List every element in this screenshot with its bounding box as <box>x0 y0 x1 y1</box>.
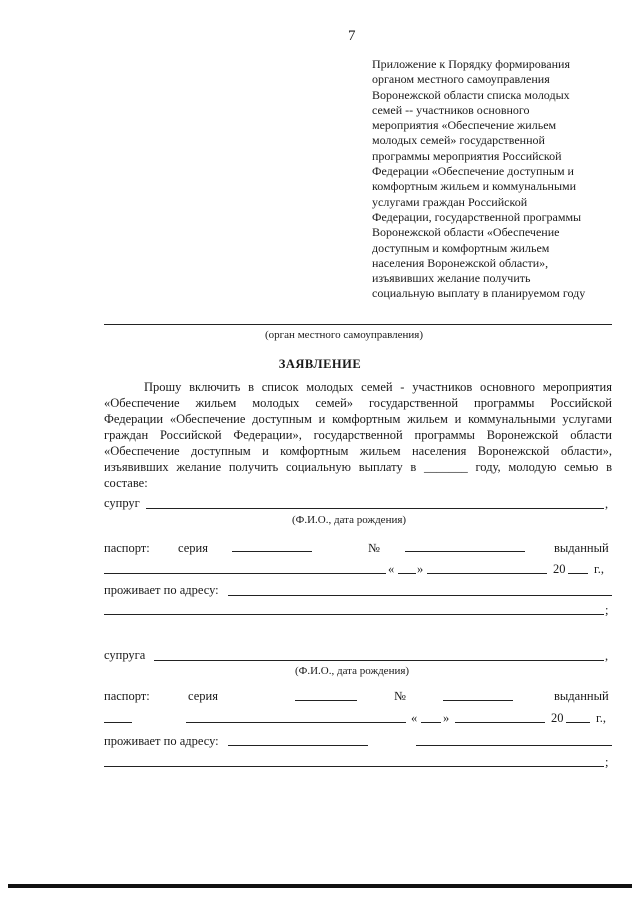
organ-line[interactable] <box>104 324 612 325</box>
intro-word: Воронежской <box>477 444 550 458</box>
husband-comma: , <box>605 497 609 511</box>
organ-caption: (орган местного самоуправления) <box>265 329 424 341</box>
intro-word: Федерации», <box>233 428 302 442</box>
husband-passport-label: паспорт: <box>104 541 150 555</box>
intro-word: Федерации <box>104 412 164 426</box>
wife-passport-label: паспорт: <box>104 689 150 703</box>
intro-word: составе: <box>104 476 148 490</box>
intro-word: желание <box>176 460 222 474</box>
intro-word: населения <box>411 444 467 458</box>
intro-word: государственной <box>368 396 459 410</box>
husband-issuer-field[interactable] <box>104 573 386 574</box>
intro-line <box>104 411 612 427</box>
intro-word: Прошу <box>144 380 182 394</box>
intro-word: молодых <box>306 380 354 394</box>
intro-word: и <box>454 412 462 426</box>
wife-year-suffix: г., <box>596 711 606 725</box>
husband-name-field[interactable] <box>146 508 604 509</box>
intro-word: «Обеспечение <box>104 444 180 458</box>
wife-quote-close: » <box>443 711 450 725</box>
wife-address-label: проживает по адресу: <box>104 734 219 748</box>
intro-word: жильем <box>407 412 448 426</box>
wife-issuer-field[interactable] <box>186 722 406 723</box>
intro-word: семей» <box>315 396 354 410</box>
appendix-line: органом местного самоуправления <box>372 72 550 87</box>
intro-word: государственной <box>313 428 403 442</box>
husband-series-field[interactable] <box>232 551 312 552</box>
appendix-line: Воронежской области списка молодых <box>372 87 570 102</box>
wife-issuer-field-short[interactable] <box>104 722 132 723</box>
husband-year-prefix: 20 <box>553 562 566 576</box>
intro-word: доступным <box>252 412 312 426</box>
wife-month-field[interactable] <box>455 722 545 723</box>
intro-word: основного <box>480 380 535 394</box>
intro-word: году, <box>475 460 501 474</box>
intro-word: области <box>570 428 612 442</box>
intro-word: граждан <box>104 428 149 442</box>
wife-quote-open: « <box>411 711 418 725</box>
intro-word: программы <box>414 428 475 442</box>
husband-address-field-1[interactable] <box>228 595 612 596</box>
intro-word: - <box>400 380 405 394</box>
wife-number-field[interactable] <box>443 700 513 701</box>
intro-line <box>104 459 612 475</box>
husband-quote-close: » <box>417 562 424 576</box>
husband-number-label: № <box>368 541 380 555</box>
intro-word: жильем <box>359 444 401 458</box>
intro-word: комфортным <box>280 444 349 458</box>
intro-word: жильем <box>195 396 237 410</box>
intro-line <box>104 443 612 459</box>
intro-word: коммунальными <box>468 412 556 426</box>
intro-line <box>104 427 612 443</box>
intro-paragraph <box>104 379 612 491</box>
intro-word: комфортным <box>332 412 401 426</box>
appendix-line: изъявивших желание получить <box>372 271 531 286</box>
husband-month-field[interactable] <box>427 573 547 574</box>
husband-number-field[interactable] <box>405 551 525 552</box>
husband-series-label: серия <box>178 541 208 555</box>
intro-line <box>104 395 612 411</box>
wife-address-field-1b[interactable] <box>416 745 612 746</box>
intro-word: Российской <box>550 396 612 410</box>
intro-word: программы <box>474 396 535 410</box>
intro-word: в <box>410 460 417 474</box>
wife-day-field[interactable] <box>421 722 441 723</box>
husband-address-end: ; <box>605 603 609 617</box>
intro-word: семью <box>564 460 599 474</box>
intro-word: участников <box>412 380 473 394</box>
intro-word: Российской <box>159 428 222 442</box>
page-number: 7 <box>348 28 356 44</box>
wife-year-field[interactable] <box>566 722 590 723</box>
husband-year-suffix: г., <box>594 562 604 576</box>
intro-word: Воронежской <box>486 428 559 442</box>
appendix-line: Федерации, государственной программы <box>372 209 582 224</box>
intro-word: в <box>606 460 612 474</box>
intro-word: услугами <box>562 412 612 426</box>
wife-series-field[interactable] <box>295 700 357 701</box>
appendix-line: услугами граждан Российской <box>372 194 528 209</box>
husband-day-field[interactable] <box>398 573 416 574</box>
husband-issued-label: выданный <box>554 541 609 555</box>
appendix-line: молодых семей» государственной <box>372 133 545 148</box>
intro-word: социальную <box>285 460 351 474</box>
intro-word: «Обеспечение <box>169 412 246 426</box>
wife-year-prefix: 20 <box>551 711 564 725</box>
bottom-border <box>8 884 632 888</box>
appendix-line: населения Воронежской области», <box>372 255 549 270</box>
wife-series-label: серия <box>188 689 218 703</box>
intro-word: включить <box>189 380 241 394</box>
intro-word: семей <box>361 380 393 394</box>
intro-line <box>104 379 612 395</box>
intro-word: получить <box>228 460 279 474</box>
intro-word: в <box>248 380 254 394</box>
wife-label: супруга <box>104 648 146 662</box>
intro-word: молодых <box>252 396 300 410</box>
wife-address-end: ; <box>605 755 609 769</box>
wife-address-field-2[interactable] <box>104 766 604 767</box>
intro-word: _______ <box>424 460 468 474</box>
intro-word: список <box>261 380 299 394</box>
wife-address-field-1[interactable] <box>228 745 368 746</box>
intro-word: доступным <box>190 444 251 458</box>
husband-quote-open: « <box>388 562 395 576</box>
document-title: ЗАЯВЛЕНИЕ <box>278 357 362 371</box>
wife-number-label: № <box>394 689 406 703</box>
wife-caption: (Ф.И.О., дата рождения) <box>295 665 410 677</box>
appendix-line: Федерации «Обеспечение доступным и <box>372 164 574 179</box>
intro-word: «Обеспечение <box>104 396 180 410</box>
wife-issued-label: выданный <box>554 689 609 703</box>
intro-word: и <box>262 444 269 458</box>
intro-word: и <box>318 412 326 426</box>
husband-label: супруг <box>104 496 140 510</box>
wife-name-field[interactable] <box>154 660 604 661</box>
husband-caption: (Ф.И.О., дата рождения) <box>292 514 407 526</box>
husband-address-field-2[interactable] <box>104 614 604 615</box>
appendix-line: семей -- участников основного <box>372 102 530 117</box>
appendix-line: Приложение к Порядку формирования <box>372 57 570 71</box>
appendix-line: социальную выплату в планируемом году <box>372 286 586 301</box>
appendix-line: Воронежской области «Обеспечение <box>372 225 560 240</box>
appendix-line: программы мероприятия Российской <box>372 148 562 163</box>
husband-address-label: проживает по адресу: <box>104 583 219 597</box>
appendix-line: комфортным жильем и коммунальными <box>372 179 577 194</box>
appendix-line: доступным и комфортным жильем <box>372 240 550 255</box>
appendix-line: мероприятия «Обеспечение жильем <box>372 118 557 133</box>
intro-word: молодую <box>508 460 557 474</box>
intro-word: выплату <box>358 460 403 474</box>
husband-year-field[interactable] <box>568 573 588 574</box>
intro-word: изъявивших <box>104 460 169 474</box>
wife-comma: , <box>605 649 609 663</box>
intro-line <box>104 475 612 491</box>
intro-word: области», <box>560 444 612 458</box>
intro-word: мероприятия <box>542 380 612 394</box>
appendix-note <box>372 57 622 302</box>
